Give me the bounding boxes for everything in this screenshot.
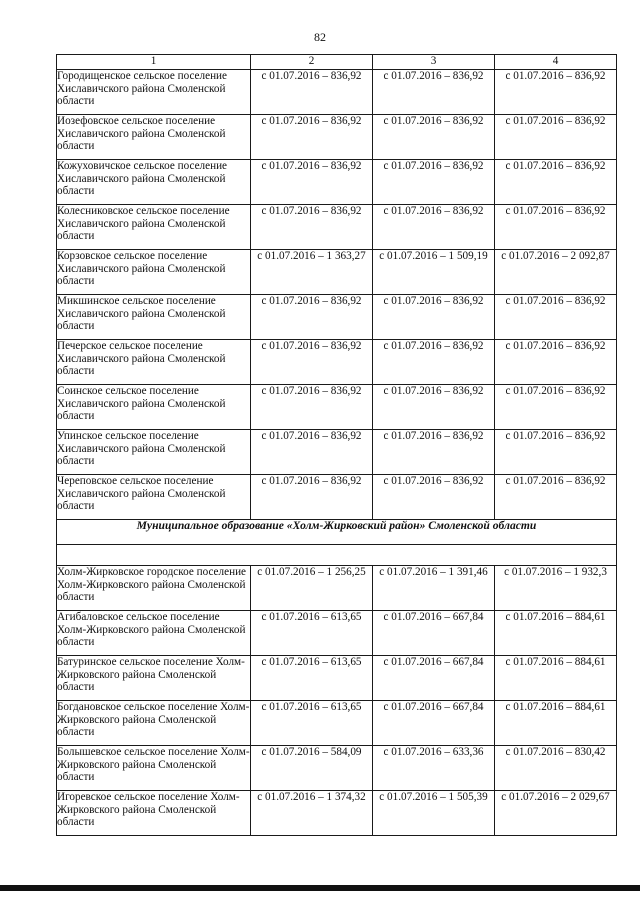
tariff-value-col4: с 01.07.2016 – 836,92 bbox=[495, 340, 617, 385]
tariff-value-col2: с 01.07.2016 – 836,92 bbox=[251, 385, 373, 430]
table-row bbox=[57, 115, 617, 160]
tariff-value-col4: с 01.07.2016 – 2 029,67 bbox=[495, 791, 617, 836]
table-row bbox=[57, 611, 617, 656]
settlement-name: Холм-Жирковское городское поселение Холм-Жирковского района Смоленской области bbox=[57, 566, 251, 611]
table-row bbox=[57, 340, 617, 385]
settlement-name: Болышевское сельское поселение Холм-Жирковского района Смоленской области bbox=[57, 746, 251, 791]
section-title: Муниципальное образование «Холм-Жирковский район» Смоленской области bbox=[57, 520, 617, 545]
settlement-name: Корзовское сельское поселение Хиславичского района Смоленской области bbox=[57, 250, 251, 295]
settlement-name: Печерское сельское поселение Хиславичского района Смоленской области bbox=[57, 340, 251, 385]
tariff-value-col4: с 01.07.2016 – 836,92 bbox=[495, 160, 617, 205]
tariff-value-col2: с 01.07.2016 – 613,65 bbox=[251, 701, 373, 746]
tariff-value-col3: с 01.07.2016 – 1 391,46 bbox=[373, 566, 495, 611]
tariff-value-col2: с 01.07.2016 – 1 374,32 bbox=[251, 791, 373, 836]
tariff-value-col3: с 01.07.2016 – 836,92 bbox=[373, 160, 495, 205]
tariff-value-col3: с 01.07.2016 – 836,92 bbox=[373, 340, 495, 385]
settlement-name: Агибаловское сельское поселение Холм-Жирковского района Смоленской области bbox=[57, 611, 251, 656]
tariff-value-col2: с 01.07.2016 – 1 363,27 bbox=[251, 250, 373, 295]
page-number: 82 bbox=[314, 30, 326, 44]
tariff-value-col2: с 01.07.2016 – 836,92 bbox=[251, 430, 373, 475]
tariff-value-col2: с 01.07.2016 – 584,09 bbox=[251, 746, 373, 791]
settlement-name: Игоревское сельское поселение Холм-Жирковского района Смоленской области bbox=[57, 791, 251, 836]
bottom-border-rule bbox=[0, 885, 640, 891]
tariff-value-col4: с 01.07.2016 – 884,61 bbox=[495, 611, 617, 656]
table-row bbox=[57, 70, 617, 115]
settlement-name: Череповское сельское поселение Хиславичского района Смоленской области bbox=[57, 475, 251, 520]
table-row bbox=[57, 295, 617, 340]
column-header-4: 4 bbox=[495, 55, 617, 70]
tariff-value-col3: с 01.07.2016 – 667,84 bbox=[373, 611, 495, 656]
tariff-value-col3: с 01.07.2016 – 836,92 bbox=[373, 205, 495, 250]
tariff-value-col2: с 01.07.2016 – 836,92 bbox=[251, 340, 373, 385]
column-header-3: 3 bbox=[373, 55, 495, 70]
tariff-value-col4: с 01.07.2016 – 836,92 bbox=[495, 430, 617, 475]
empty-cell bbox=[57, 545, 617, 566]
table-row bbox=[57, 385, 617, 430]
settlement-name: Кожуховичское сельское поселение Хиславичского района Смоленской области bbox=[57, 160, 251, 205]
table-row bbox=[57, 430, 617, 475]
settlement-name: Батуринское сельское поселение Холм-Жирковского района Смоленской области bbox=[57, 656, 251, 701]
settlement-name: Микшинское сельское поселение Хиславичского района Смоленской области bbox=[57, 295, 251, 340]
tariff-value-col3: с 01.07.2016 – 1 505,39 bbox=[373, 791, 495, 836]
tariff-value-col3: с 01.07.2016 – 836,92 bbox=[373, 385, 495, 430]
section-heading-row bbox=[57, 520, 617, 545]
tariff-value-col3: с 01.07.2016 – 836,92 bbox=[373, 70, 495, 115]
tariff-value-col4: с 01.07.2016 – 884,61 bbox=[495, 701, 617, 746]
settlement-name: Городищенское сельское поселение Хиславичского района Смоленской области bbox=[57, 70, 251, 115]
table-row bbox=[57, 205, 617, 250]
tariff-value-col4: с 01.07.2016 – 836,92 bbox=[495, 70, 617, 115]
table-header-row bbox=[57, 55, 617, 70]
column-header-1: 1 bbox=[57, 55, 251, 70]
tariff-value-col2: с 01.07.2016 – 613,65 bbox=[251, 611, 373, 656]
tariff-value-col3: с 01.07.2016 – 836,92 bbox=[373, 475, 495, 520]
table-row bbox=[57, 160, 617, 205]
tariff-value-col3: с 01.07.2016 – 667,84 bbox=[373, 656, 495, 701]
settlement-name: Колесниковское сельское поселение Хиславичского района Смоленской области bbox=[57, 205, 251, 250]
tariff-value-col4: с 01.07.2016 – 836,92 bbox=[495, 385, 617, 430]
tariff-value-col2: с 01.07.2016 – 836,92 bbox=[251, 115, 373, 160]
table-row bbox=[57, 701, 617, 746]
tariff-value-col2: с 01.07.2016 – 836,92 bbox=[251, 160, 373, 205]
tariff-value-col4: с 01.07.2016 – 836,92 bbox=[495, 115, 617, 160]
tariff-value-col2: с 01.07.2016 – 836,92 bbox=[251, 295, 373, 340]
tariff-value-col3: с 01.07.2016 – 633,36 bbox=[373, 746, 495, 791]
settlement-name: Богдановское сельское поселение Холм-Жирковского района Смоленской области bbox=[57, 701, 251, 746]
table-row bbox=[57, 656, 617, 701]
table-row bbox=[57, 566, 617, 611]
table-row bbox=[57, 746, 617, 791]
tariff-value-col3: с 01.07.2016 – 836,92 bbox=[373, 295, 495, 340]
settlement-name: Упинское сельское поселение Хиславичского района Смоленской области bbox=[57, 430, 251, 475]
tariff-value-col4: с 01.07.2016 – 2 092,87 bbox=[495, 250, 617, 295]
tariff-value-col4: с 01.07.2016 – 1 932,3 bbox=[495, 566, 617, 611]
tariff-value-col4: с 01.07.2016 – 836,92 bbox=[495, 295, 617, 340]
tariff-value-col2: с 01.07.2016 – 836,92 bbox=[251, 70, 373, 115]
tariff-value-col4: с 01.07.2016 – 836,92 bbox=[495, 205, 617, 250]
column-header-2: 2 bbox=[251, 55, 373, 70]
settlement-name: Соинское сельское поселение Хиславичского района Смоленской области bbox=[57, 385, 251, 430]
tariff-value-col2: с 01.07.2016 – 836,92 bbox=[251, 205, 373, 250]
table-row bbox=[57, 791, 617, 836]
tariff-value-col3: с 01.07.2016 – 1 509,19 bbox=[373, 250, 495, 295]
tariff-table bbox=[56, 54, 617, 836]
tariff-value-col2: с 01.07.2016 – 836,92 bbox=[251, 475, 373, 520]
tariff-value-col2: с 01.07.2016 – 1 256,25 bbox=[251, 566, 373, 611]
table-row bbox=[57, 250, 617, 295]
tariff-value-col3: с 01.07.2016 – 667,84 bbox=[373, 701, 495, 746]
tariff-value-col2: с 01.07.2016 – 613,65 bbox=[251, 656, 373, 701]
settlement-name: Иозефовское сельское поселение Хиславичского района Смоленской области bbox=[57, 115, 251, 160]
spacer-row bbox=[57, 545, 617, 566]
tariff-value-col3: с 01.07.2016 – 836,92 bbox=[373, 430, 495, 475]
table-row bbox=[57, 475, 617, 520]
tariff-value-col4: с 01.07.2016 – 836,92 bbox=[495, 475, 617, 520]
tariff-value-col4: с 01.07.2016 – 884,61 bbox=[495, 656, 617, 701]
tariff-value-col3: с 01.07.2016 – 836,92 bbox=[373, 115, 495, 160]
tariff-value-col4: с 01.07.2016 – 830,42 bbox=[495, 746, 617, 791]
